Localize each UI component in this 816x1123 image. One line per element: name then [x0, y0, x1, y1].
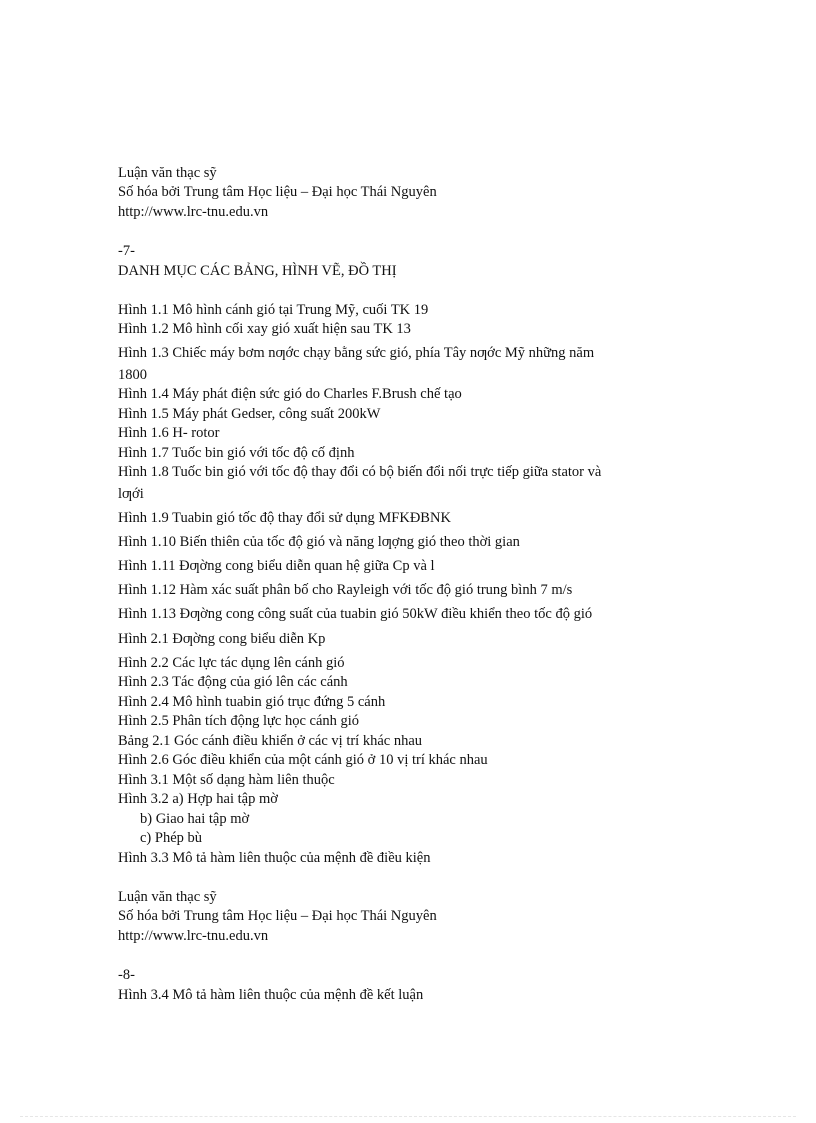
page-edge-divider — [20, 1116, 796, 1117]
page-number: -8- — [118, 967, 135, 983]
list-item: Hình 1.1 Mô hình cánh gió tại Trung Mỹ, cuối TK 19 — [118, 302, 429, 318]
list-item: Hình 2.4 Mô hình tuabin gió trục đứng 5 cánh — [118, 694, 386, 710]
list-item: Hình 1.9 Tuabin gió tốc độ thay đổi sử dụng MFKĐBNK — [118, 510, 451, 526]
list-item: Hình 1.3 Chiếc máy bơm nƣớc chạy bằng sức gió, phía Tây nƣớc Mỹ những năm — [118, 345, 595, 361]
list-item: Bảng 2.1 Góc cánh điều khiển ở các vị trí khác nhau — [118, 733, 423, 749]
list-subitem: b) Giao hai tập mờ — [140, 811, 250, 827]
list-item: Hình 1.10 Biến thiên của tốc độ gió và năng lƣợng gió theo thời gian — [118, 534, 520, 550]
list-item: Hình 2.5 Phân tích động lực học cánh gió — [118, 713, 360, 729]
list-item: Hình 2.3 Tác động của gió lên các cánh — [118, 674, 348, 690]
list-item: Hình 2.1 Đƣờng cong biểu diễn Kp — [118, 631, 326, 647]
list-item: Hình 3.4 Mô tả hàm liên thuộc của mệnh đề kết luận — [118, 987, 424, 1003]
list-item: Hình 1.6 H- rotor — [118, 425, 220, 441]
source-url: http://www.lrc-tnu.edu.vn — [118, 204, 269, 220]
list-item: Hình 1.12 Hàm xác suất phân bố cho Rayleigh với tốc độ gió trung bình 7 m/s — [118, 582, 573, 598]
page-number: -7- — [118, 243, 135, 259]
list-subitem: c) Phép bù — [140, 830, 203, 846]
list-item: Hình 3.3 Mô tả hàm liên thuộc của mệnh đề điều kiện — [118, 850, 431, 866]
list-item: Hình 1.5 Máy phát Gedser, công suất 200kW — [118, 406, 381, 422]
list-item: Hình 1.13 Đƣờng cong công suất của tuabin gió 50kW điều khiển theo tốc độ gió — [118, 606, 593, 622]
list-item: Hình 1.8 Tuốc bin gió với tốc độ thay đổi có bộ biến đổi nối trực tiếp giữa stator và — [118, 464, 602, 480]
list-item: Hình 1.4 Máy phát điện sức gió do Charles F.Brush chế tạo — [118, 386, 462, 402]
list-item-continuation: 1800 — [118, 367, 147, 383]
thesis-label: Luận văn thạc sỹ — [118, 889, 217, 905]
list-item: Hình 3.1 Một số dạng hàm liên thuộc — [118, 772, 335, 788]
list-item-continuation: lƣới — [118, 486, 144, 502]
thesis-label: Luận văn thạc sỹ — [118, 165, 217, 181]
digitized-by-label: Số hóa bởi Trung tâm Học liệu – Đại học Thái Nguyên — [118, 908, 437, 924]
digitized-by-label: Số hóa bởi Trung tâm Học liệu – Đại học Thái Nguyên — [118, 184, 437, 200]
list-item: Hình 3.2 a) Hợp hai tập mờ — [118, 791, 278, 807]
source-url: http://www.lrc-tnu.edu.vn — [118, 928, 269, 944]
list-item: Hình 1.7 Tuốc bin gió với tốc độ cố định — [118, 445, 355, 461]
list-item: Hình 1.2 Mô hình cối xay gió xuất hiện sau TK 13 — [118, 321, 411, 337]
list-item: Hình 1.11 Đƣờng cong biểu diễn quan hệ giữa Cp và l — [118, 558, 435, 574]
list-item: Hình 2.2 Các lực tác dụng lên cánh gió — [118, 655, 345, 671]
list-item: Hình 2.6 Góc điều khiển của một cánh gió ở 10 vị trí khác nhau — [118, 752, 488, 768]
section-title: DANH MỤC CÁC BẢNG, HÌNH VẼ, ĐỒ THỊ — [118, 263, 397, 279]
